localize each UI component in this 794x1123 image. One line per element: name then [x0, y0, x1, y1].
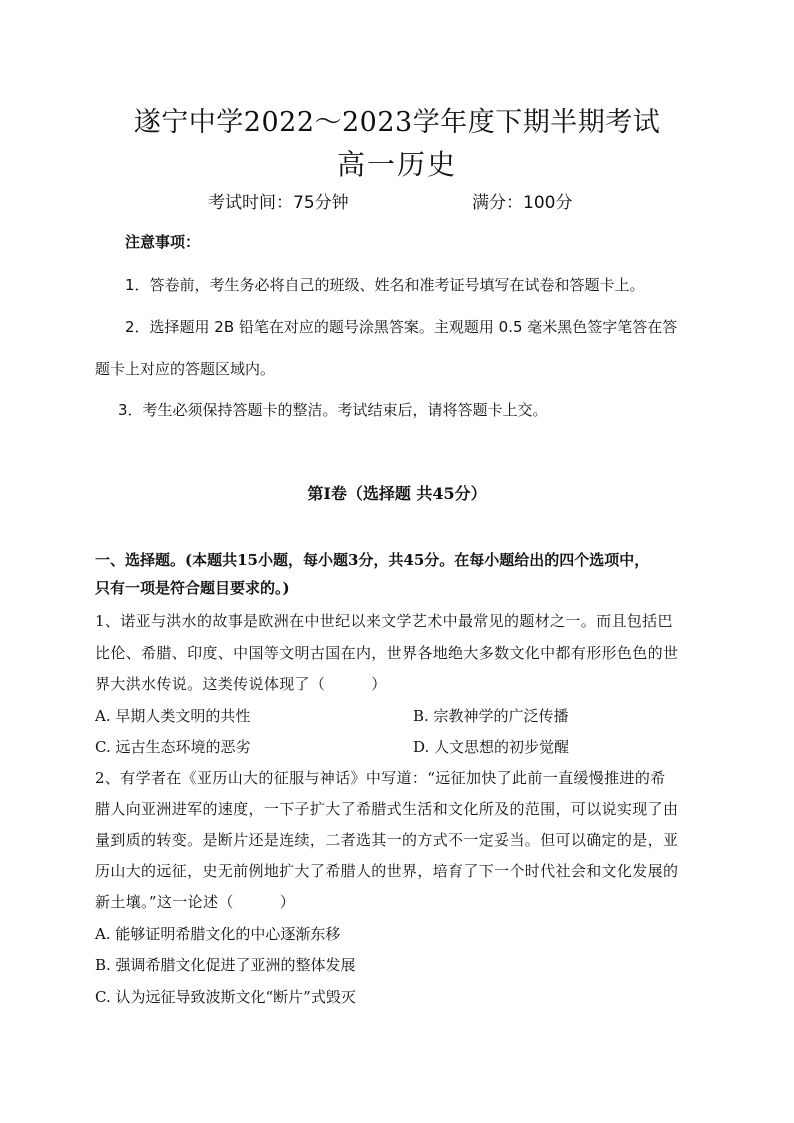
- question-2-line-2: 腊人向亚洲进军的速度，一下子扩大了希腊式生活和文化所及的范围，可以说实现了由: [95, 800, 679, 818]
- exam-time: 考试时间：75分钟: [208, 193, 349, 213]
- section-title: 第Ⅰ卷（选择题 共45分）: [307, 484, 487, 503]
- question-2-line-5: 新土壤。”这一论述（ ）: [95, 893, 296, 911]
- section-intro-line-2: 只有一项是符合题目要求的。): [95, 579, 290, 597]
- question-1-line-1: 1、诺亚与洪水的故事是欧洲在中世纪以来文学艺术中最常见的题材之一。而且包括巴: [95, 612, 673, 630]
- question-2-option-c: C. 认为远征导致波斯文化“断片”式毁灭: [95, 988, 356, 1006]
- question-1-option-b: B. 宗教神学的广泛传播: [413, 707, 569, 725]
- section-intro-line-1: 一、选择题。(本题共15小题，每小题3分，共45分。在每小题给出的四个选项中，: [95, 551, 650, 569]
- question-1-option-a: A. 早期人类文明的共性: [95, 707, 251, 725]
- notice-item-3: 3．考生必须保持答题卡的整洁。考试结束后，请将答题卡上交。: [118, 401, 548, 419]
- exam-title: 遂宁中学2022～2023学年度下期半期考试: [133, 107, 661, 138]
- notice-item-1: 1．答卷前，考生务必将自己的班级、姓名和准考证号填写在试卷和答题卡上。: [125, 276, 645, 294]
- question-2-option-b: B. 强调希腊文化促进了亚洲的整体发展: [95, 956, 356, 974]
- notice-item-2: 2．选择题用 2B 铅笔在对应的题号涂黑答案。主观题用 0.5 毫米黑色签字笔答在答: [125, 318, 678, 336]
- notice-heading: 注意事项：: [125, 233, 201, 251]
- question-2-option-a: A. 能够证明希腊文化的中心逐渐东移: [95, 925, 341, 943]
- question-2-line-4: 历山大的远征，史无前例地扩大了希腊人的世界，培育了下一个时代社会和文化发展的: [95, 862, 679, 880]
- question-1-option-c: C. 远古生态环境的恶劣: [95, 738, 251, 756]
- question-1-line-3: 界大洪水传说。这类传说体现了（ ）: [95, 675, 387, 693]
- question-2-line-3: 量到质的转变。是断片还是连续，二者选其一的方式不一定妥当。但可以确定的是，亚: [95, 831, 679, 849]
- question-1-line-2: 比伦、希腊、印度、中国等文明古国在内，世界各地绝大多数文化中都有形形色色的世: [95, 644, 679, 662]
- notice-item-2-cont: 题卡上对应的答题区域内。: [95, 360, 276, 378]
- question-1-option-d: D. 人文思想的初步觉醒: [413, 738, 570, 756]
- question-2-line-1: 2、有学者在《亚历山大的征服与神话》中写道：“远征加快了此前一直缓慢推进的希: [95, 769, 666, 787]
- subject-title: 高一历史: [336, 148, 457, 181]
- full-score: 满分：100分: [472, 193, 573, 213]
